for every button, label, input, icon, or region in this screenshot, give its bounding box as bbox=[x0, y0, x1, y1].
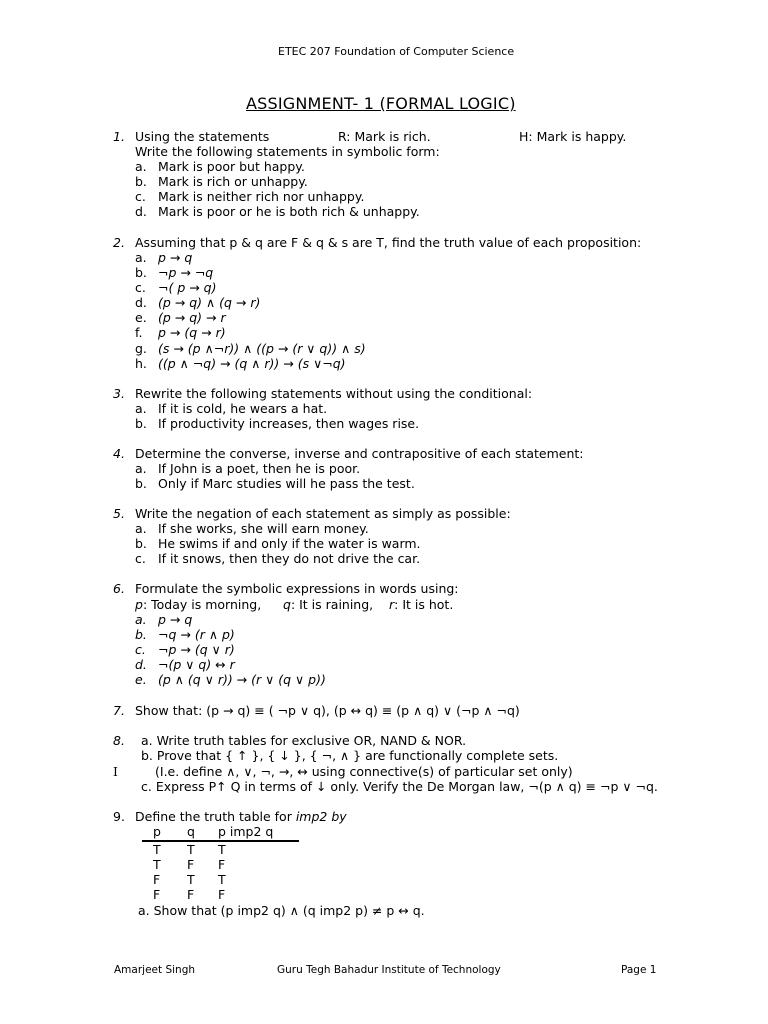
q2-item-g: (s → (p ∧¬r)) ∧ ((p → (r ∨ q)) ∧ s) bbox=[158, 341, 366, 356]
q9-number: 9. bbox=[113, 809, 125, 824]
q1-number: 1. bbox=[113, 129, 125, 144]
table-cell: T bbox=[153, 842, 161, 857]
q5-item-c: If it snows, then they do not drive the car. bbox=[158, 551, 421, 566]
q3-number: 3. bbox=[113, 386, 125, 401]
q8-margin-marker: I bbox=[113, 764, 118, 779]
table-cell: T bbox=[218, 842, 226, 857]
q4-text: Determine the converse, inverse and contrapositive of each statement: bbox=[135, 446, 584, 461]
q5-item-a-label: a. bbox=[135, 521, 147, 536]
q6-item-e: (p ∧ (q ∨ r)) → (r ∨ (q ∨ p)) bbox=[158, 672, 326, 687]
q3-item-b-label: b. bbox=[135, 416, 147, 431]
q6-def-r bbox=[389, 597, 453, 612]
q4-item-b-label: b. bbox=[135, 476, 147, 491]
q7-number: 7. bbox=[113, 703, 125, 718]
q6-def-q-text: : It is raining, bbox=[290, 597, 374, 612]
q2-item-f: p → (q → r) bbox=[158, 325, 226, 340]
q4-item-a-label: a. bbox=[135, 461, 147, 476]
table-header-q: q bbox=[187, 824, 195, 839]
table-cell: F bbox=[218, 887, 226, 902]
q4-number: 4. bbox=[113, 446, 125, 461]
q9-item-a: a. Show that (p imp2 q) ∧ (q imp2 p) ≠ p ↔ q. bbox=[138, 903, 425, 918]
q8-part-b: b. Prove that { ↑ }, { ↓ }, { ¬, ∧ } are functionally complete sets. bbox=[141, 748, 559, 763]
q6-item-c-label: c. bbox=[135, 642, 146, 657]
q1-r-definition: R: Mark is rich. bbox=[338, 129, 431, 144]
assignment-title: ASSIGNMENT- 1 (FORMAL LOGIC) bbox=[246, 94, 516, 113]
footer-author: Amarjeet Singh bbox=[114, 964, 196, 976]
q9-text-italic: imp2 by bbox=[295, 809, 347, 824]
q1-item-d-label: d. bbox=[135, 204, 147, 219]
q6-def-q-var: q bbox=[283, 597, 291, 612]
q6-item-a: p → q bbox=[158, 612, 193, 627]
q8-part-c: c. Express P↑ Q in terms of ↓ only. Verify the De Morgan law, ¬(p ∧ q) ≡ ¬p ∨ ¬q. bbox=[141, 779, 658, 794]
q2-item-f-label: f. bbox=[135, 325, 143, 340]
table-cell: T bbox=[187, 872, 195, 887]
q2-item-e-label: e. bbox=[135, 310, 147, 325]
q6-def-p-text: : Today is morning, bbox=[142, 597, 262, 612]
table-cell: F bbox=[187, 857, 195, 872]
q5-number: 5. bbox=[113, 506, 125, 521]
page-header: ETEC 207 Foundation of Computer Science bbox=[278, 45, 515, 58]
q5-item-b-label: b. bbox=[135, 536, 147, 551]
q3-item-a-label: a. bbox=[135, 401, 147, 416]
table-cell: F bbox=[187, 887, 195, 902]
q6-def-q bbox=[283, 597, 373, 612]
q1-item-b-label: b. bbox=[135, 174, 147, 189]
q6-item-b: ¬q → (r ∧ p) bbox=[158, 627, 235, 642]
table-header-imp2: p imp2 q bbox=[218, 824, 274, 839]
q7-text: Show that: (p → q) ≡ ( ¬p ∨ q), (p ↔ q) ≡ (p ∧ q) ∨ (¬p ∧ ¬q) bbox=[135, 703, 520, 718]
q6-def-r-var: r bbox=[389, 597, 395, 612]
q3-item-a: If it is cold, he wears a hat. bbox=[158, 401, 328, 416]
q5-item-b: He swims if and only if the water is warm. bbox=[158, 536, 421, 551]
q6-def-r-text: : It is hot. bbox=[394, 597, 454, 612]
q1-item-c: Mark is neither rich nor unhappy. bbox=[158, 189, 365, 204]
q1-item-a: Mark is poor but happy. bbox=[158, 159, 305, 174]
q2-number: 2. bbox=[113, 235, 125, 250]
q6-def-p bbox=[135, 597, 261, 612]
q2-item-a-label: a. bbox=[135, 250, 147, 265]
q1-h-definition: H: Mark is happy. bbox=[519, 129, 627, 144]
q2-item-b-label: b. bbox=[135, 265, 147, 280]
q1-instruction: Write the following statements in symbolic form: bbox=[135, 144, 440, 159]
table-cell: F bbox=[153, 887, 161, 902]
q6-item-d-label: d. bbox=[135, 657, 147, 672]
table-cell: F bbox=[153, 872, 161, 887]
q2-item-d-label: d. bbox=[135, 295, 147, 310]
table-header-p: p bbox=[153, 824, 161, 839]
q2-item-b: ¬p → ¬q bbox=[158, 265, 214, 280]
q8-part-b-note: (I.e. define ∧, ∨, ¬, →, ↔ using connective(s) of particular set only) bbox=[155, 764, 573, 779]
footer-page-number: Page 1 bbox=[621, 964, 657, 976]
q5-item-a: If she works, she will earn money. bbox=[158, 521, 369, 536]
q1-item-b: Mark is rich or unhappy. bbox=[158, 174, 308, 189]
q6-item-a-label: a. bbox=[135, 612, 147, 627]
table-cell: T bbox=[187, 842, 195, 857]
q6-item-e-label: e. bbox=[135, 672, 147, 687]
q6-item-b-label: b. bbox=[135, 627, 147, 642]
q5-item-c-label: c. bbox=[135, 551, 146, 566]
q6-number: 6. bbox=[113, 581, 125, 596]
q2-item-h-label: h. bbox=[135, 356, 147, 371]
table-cell: T bbox=[218, 872, 226, 887]
q6-def-p-var: p bbox=[135, 597, 143, 612]
table-cell: T bbox=[153, 857, 161, 872]
footer-institute: Guru Tegh Bahadur Institute of Technology bbox=[277, 964, 501, 976]
q1-item-a-label: a. bbox=[135, 159, 147, 174]
q3-item-b: If productivity increases, then wages rise. bbox=[158, 416, 420, 431]
q3-text: Rewrite the following statements without using the conditional: bbox=[135, 386, 533, 401]
q2-item-g-label: g. bbox=[135, 341, 147, 356]
table-cell: F bbox=[218, 857, 226, 872]
q5-text: Write the negation of each statement as simply as possible: bbox=[135, 506, 511, 521]
q2-item-a: p → q bbox=[158, 250, 193, 265]
q2-item-c: ¬( p → q) bbox=[158, 280, 217, 295]
q8-number: 8. bbox=[113, 733, 125, 748]
q8-part-a: a. Write truth tables for exclusive OR, NAND & NOR. bbox=[141, 733, 467, 748]
q4-item-b: Only if Marc studies will he pass the test. bbox=[158, 476, 415, 491]
q1-intro: Using the statements bbox=[135, 129, 270, 144]
q2-item-e: (p → q) → r bbox=[158, 310, 226, 325]
q6-text: Formulate the symbolic expressions in words using: bbox=[135, 581, 459, 596]
q2-text: Assuming that p & q are F & q & s are T, find the truth value of each proposition: bbox=[135, 235, 642, 250]
q2-item-h: ((p ∧ ¬q) → (q ∧ r)) → (s ∨¬q) bbox=[158, 356, 346, 371]
q1-item-d: Mark is poor or he is both rich & unhappy. bbox=[158, 204, 420, 219]
q9-text bbox=[135, 809, 347, 824]
q6-item-c: ¬p → (q ∨ r) bbox=[158, 642, 235, 657]
q2-item-d: (p → q) ∧ (q → r) bbox=[158, 295, 261, 310]
q1-item-c-label: c. bbox=[135, 189, 146, 204]
q4-item-a: If John is a poet, then he is poor. bbox=[158, 461, 361, 476]
q9-text-main: Define the truth table for bbox=[135, 809, 296, 824]
q2-item-c-label: c. bbox=[135, 280, 146, 295]
q6-item-d: ¬(p ∨ q) ↔ r bbox=[158, 657, 235, 672]
